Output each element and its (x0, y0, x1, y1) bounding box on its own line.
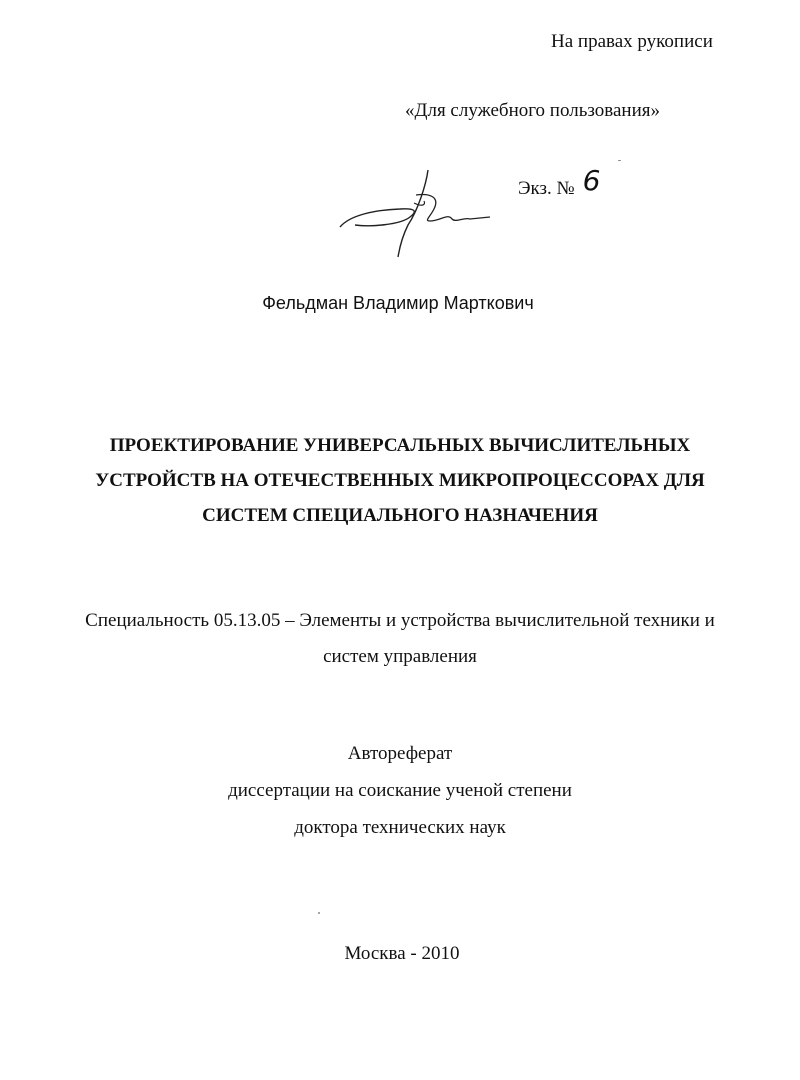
abstract-line: Автореферат (347, 743, 453, 764)
abstract-designation (40, 735, 760, 846)
title-line: УСТРОЙСТВ НА ОТЕЧЕСТВЕННЫХ МИКРОПРОЦЕССОРАХ ДЛЯ (95, 470, 705, 491)
specialty-line: систем управления (323, 646, 477, 667)
title-line: СИСТЕМ СПЕЦИАЛЬНОГО НАЗНАЧЕНИЯ (202, 505, 598, 526)
specialty (40, 603, 760, 675)
dissertation-title (40, 428, 760, 533)
scan-speck (318, 912, 320, 914)
abstract-line: доктора технических наук (294, 817, 506, 838)
restriction-note: «Для служебного пользования» (405, 100, 660, 121)
author-name-text: Фельдман Владимир Марткович (262, 293, 534, 313)
copy-number-line (518, 164, 601, 199)
title-line: ПРОЕКТИРОВАНИЕ УНИВЕРСАЛЬНЫХ ВЫЧИСЛИТЕЛЬНЫХ (109, 435, 691, 456)
specialty-line: Специальность 05.13.05 – Элементы и устройства вычислительной техники и (85, 610, 715, 631)
copy-label: Экз. № (518, 178, 575, 199)
rights-note: На правах рукописи (551, 31, 713, 52)
copy-number: 6 (582, 164, 601, 197)
city-year (0, 944, 800, 963)
abstract-line: диссертации на соискание ученой степени (228, 780, 572, 801)
author-name (0, 294, 800, 312)
scan-speck (618, 160, 621, 161)
handwritten-signature (330, 165, 500, 265)
city-year-text: Москва - 2010 (344, 943, 460, 964)
